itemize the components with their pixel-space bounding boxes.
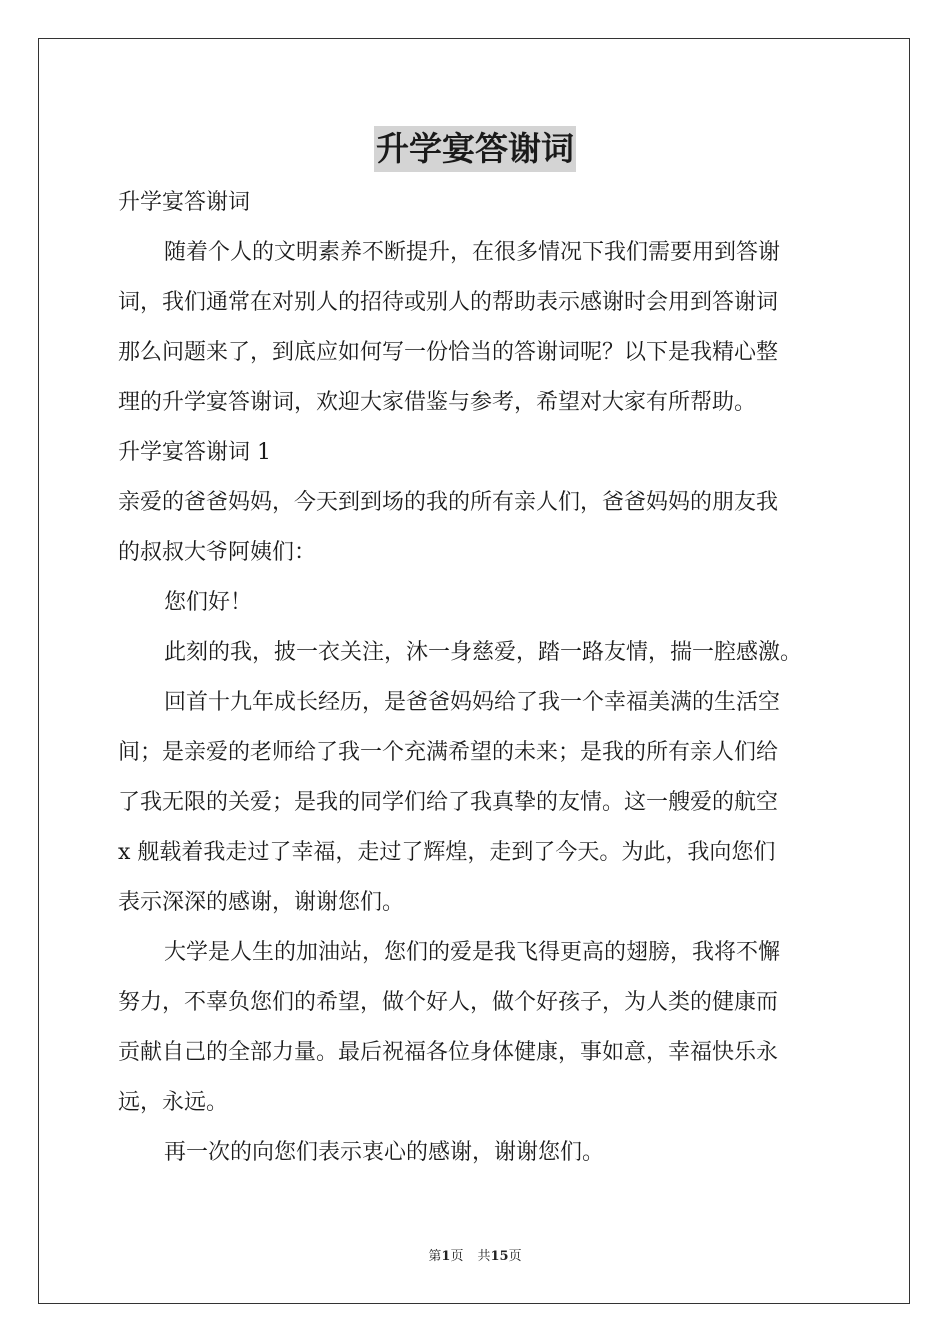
- total-prefix: 共: [477, 1249, 491, 1264]
- text-line: 升学宴答谢词 1: [118, 440, 271, 465]
- document-title-text: 升学宴答谢词: [374, 126, 576, 172]
- text-line: 理的升学宴答谢词，欢迎大家借鉴与参考，希望对大家有所帮助。: [118, 390, 757, 415]
- page-footer: [0, 1248, 950, 1266]
- text-line: 您们好！: [164, 590, 253, 615]
- text-line: 亲爱的爸爸妈妈，今天到到场的我的所有亲人们，爸爸妈妈的朋友我: [118, 490, 779, 515]
- text-line: 的叔叔大爷阿姨们：: [118, 540, 317, 565]
- page-suffix: 页: [450, 1249, 464, 1264]
- text-line: 了我无限的关爱；是我的同学们给了我真挚的友情。这一艘爱的航空: [118, 790, 779, 815]
- text-line: 努力，不辜负您们的希望，做个好人，做个好孩子，为人类的健康而: [118, 990, 779, 1015]
- text-line: 随着个人的文明素养不断提升，在很多情况下我们需要用到答谢: [164, 240, 781, 265]
- document-body: [118, 178, 836, 1178]
- text-line: 贡献自己的全部力量。最后祝福各位身体健康，事如意，幸福快乐永: [118, 1040, 779, 1065]
- text-line: 那么问题来了，到底应如何写一份恰当的答谢词呢？以下是我精心整: [118, 340, 779, 365]
- total-suffix: 页: [508, 1249, 522, 1264]
- text-line: 表示深深的感谢，谢谢您们。: [118, 890, 405, 915]
- text-line: 大学是人生的加油站，您们的爱是我飞得更高的翅膀，我将不懈: [164, 940, 781, 965]
- text-line: 远，永远。: [118, 1090, 229, 1115]
- text-line: 再一次的向您们表示衷心的感谢，谢谢您们。: [164, 1140, 605, 1165]
- text-line: x 舰载着我走过了幸福，走过了辉煌，走到了今天。为此，我向您们: [118, 840, 776, 865]
- page-prefix: 第: [428, 1249, 442, 1264]
- text-line: 词，我们通常在对别人的招待或别人的帮助表示感谢时会用到答谢词: [118, 290, 779, 315]
- text-line: 间；是亲爱的老师给了我一个充满希望的未来；是我的所有亲人们给: [118, 740, 779, 765]
- total-pages-number: 15: [490, 1249, 509, 1264]
- text-line: 此刻的我，披一衣关注，沐一身慈爱，踏一路友情，揣一腔感激。: [164, 640, 803, 665]
- current-page-number: 1: [441, 1249, 451, 1264]
- text-line: 回首十九年成长经历，是爸爸妈妈给了我一个幸福美满的生活空: [164, 690, 781, 715]
- document-title: [0, 126, 950, 172]
- text-line: 升学宴答谢词: [118, 190, 251, 215]
